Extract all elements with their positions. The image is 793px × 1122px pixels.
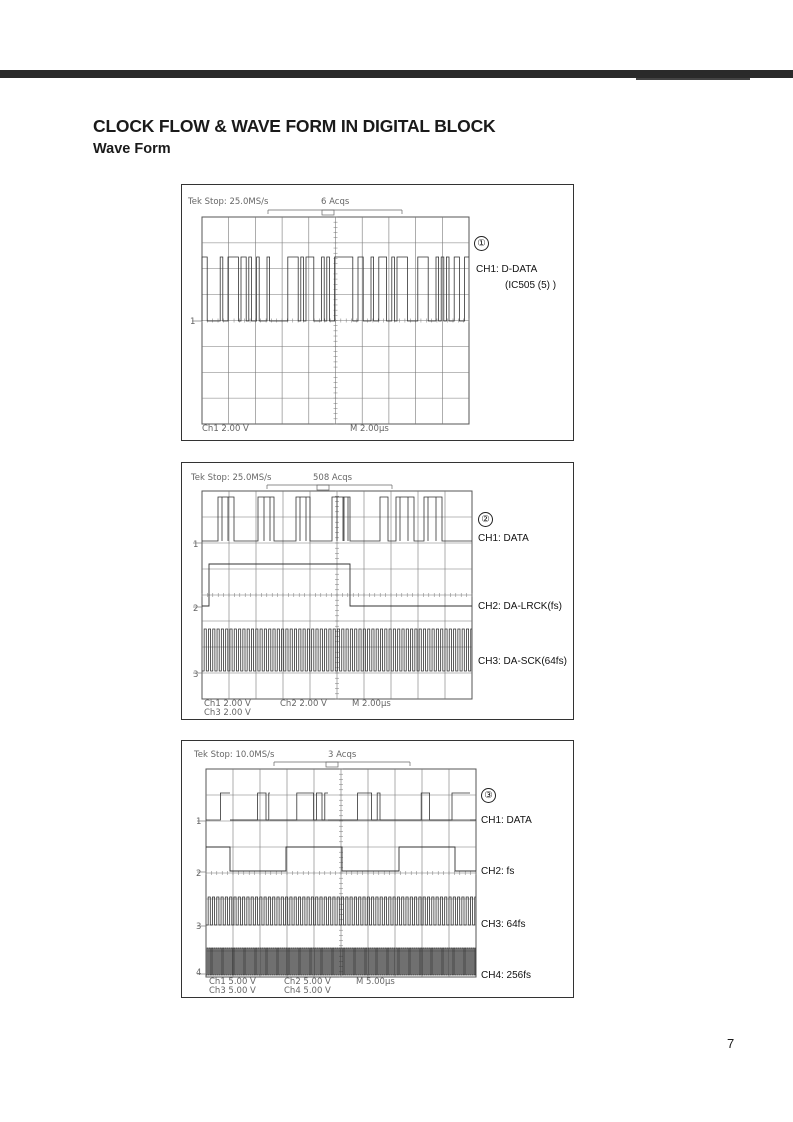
- channel-marker-1: 1: [193, 540, 199, 550]
- scope-footer-mid: Ch2 2.00 V: [280, 699, 327, 709]
- scope-footer-left2: Ch3 2.00 V: [204, 708, 251, 718]
- channel-label-4: CH4: 256fs: [481, 970, 532, 981]
- scope-footer-time: M 5.00µs: [356, 977, 395, 987]
- trace-ch1-edge: [344, 497, 348, 541]
- scope-acqs: 3 Acqs: [328, 750, 357, 760]
- scope-footer-left2: Ch3 5.00 V: [209, 986, 256, 996]
- section-subtitle: Wave Form: [93, 141, 171, 157]
- channel-marker-2: 2: [193, 604, 199, 614]
- waveform-panel-2: [181, 462, 574, 720]
- scope-status: Tek Stop: 25.0MS/s: [188, 197, 269, 207]
- scope-footer-left: Ch1 5.00 V: [209, 977, 256, 987]
- channel-marker-3: 3: [193, 670, 199, 680]
- page-number: 7: [727, 1036, 735, 1051]
- trace-ch1: [238, 793, 270, 820]
- trace-ch1: [294, 793, 328, 820]
- panel-number: ①: [474, 236, 489, 251]
- page-title: CLOCK FLOW & WAVE FORM IN DIGITAL BLOCK: [93, 116, 496, 136]
- channel-label-1: CH1: DATA: [478, 533, 529, 544]
- scope-status: Tek Stop: 25.0MS/s: [191, 473, 272, 483]
- scope-footer-mid: Ch2 5.00 V: [284, 977, 331, 987]
- channel-label-2: CH2: fs: [481, 866, 515, 877]
- channel-label-2: CH2: DA-LRCK(fs): [478, 601, 562, 612]
- channel-label-1: CH1: DATA: [481, 815, 532, 826]
- panel-number: ②: [478, 512, 493, 527]
- trigger-marker: [322, 210, 334, 215]
- trigger-marker: [326, 762, 338, 767]
- channel-label-1: CH1: D-DATA: [476, 264, 538, 275]
- trigger-marker: [317, 485, 329, 490]
- scope-footer-left: Ch1 2.00 V: [202, 424, 249, 434]
- trace-ch1-edge: [300, 497, 306, 541]
- channel-marker-4: 4: [196, 968, 202, 978]
- trace-ch1: [210, 793, 230, 820]
- scope-acqs: 6 Acqs: [321, 197, 350, 207]
- scope-footer-mid2: Ch4 5.00 V: [284, 986, 331, 996]
- scope-screen-2: [182, 463, 575, 721]
- trace-ch1-edge: [222, 497, 228, 541]
- trace-ch4: [206, 948, 476, 975]
- scope-screen-3: [182, 741, 575, 999]
- channel-marker-1: 1: [196, 817, 202, 827]
- channel-label-3: CH3: 64fs: [481, 919, 526, 930]
- scope-screen-1: [182, 185, 575, 442]
- waveform-panel-1: [181, 184, 574, 441]
- trace-ch1-edge: [400, 497, 408, 541]
- scope-footer-left: Ch1 2.00 V: [204, 699, 251, 709]
- trace-ch1-edge: [428, 497, 436, 541]
- channel-marker-3: 3: [196, 922, 202, 932]
- channel-marker-2: 2: [196, 869, 202, 879]
- trace-ch1: [352, 793, 386, 820]
- scope-footer-time: M 2.00µs: [352, 699, 391, 709]
- header-rule-tail: [636, 78, 750, 80]
- waveform-panel-3: [181, 740, 574, 998]
- scope-footer-time: M 2.00µs: [350, 424, 389, 434]
- channel-label-3: CH3: DA-SCK(64fs): [478, 656, 567, 667]
- scope-acqs: 508 Acqs: [313, 473, 353, 483]
- trace-ch1: [410, 793, 470, 820]
- panel-number: ③: [481, 788, 496, 803]
- trace-ch1-edge: [264, 497, 270, 541]
- scope-status: Tek Stop: 10.0MS/s: [194, 750, 275, 760]
- channel-marker-1: 1: [190, 317, 196, 327]
- channel-sublabel-1: (IC505 (5) ): [505, 280, 557, 291]
- trace-ch1-edge: [337, 497, 343, 541]
- header-rule: [0, 70, 793, 78]
